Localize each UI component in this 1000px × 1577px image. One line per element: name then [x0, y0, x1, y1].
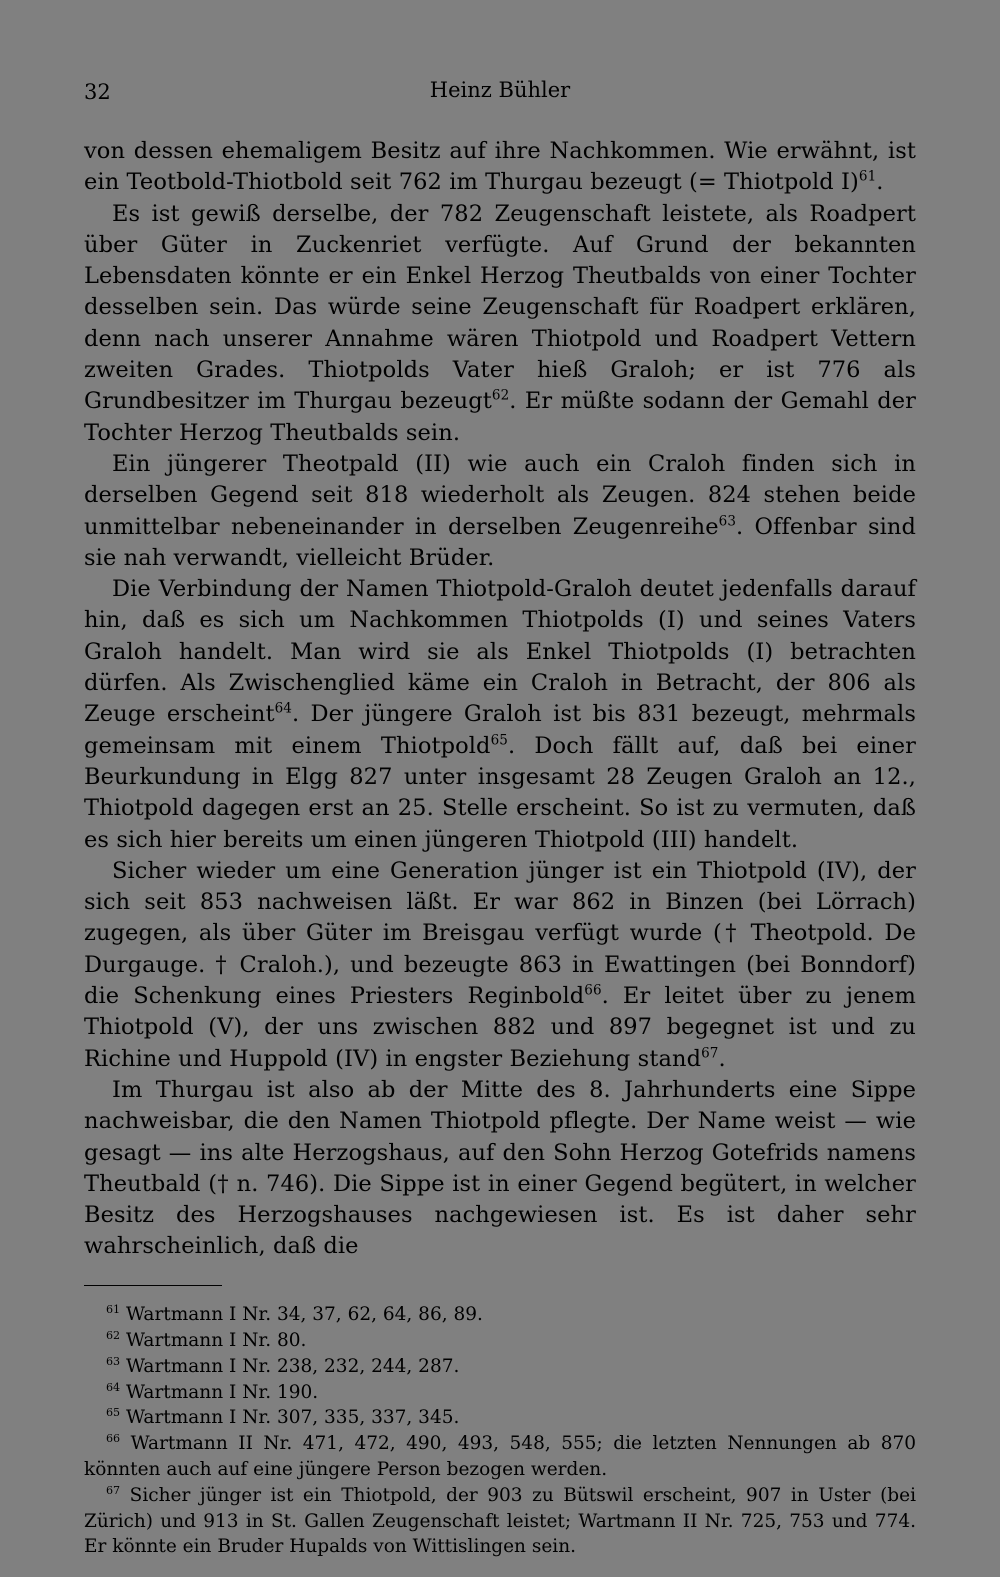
footnote-text: Wartmann I Nr. 80.	[126, 1329, 307, 1351]
footnote	[84, 1328, 916, 1354]
body-paragraph	[84, 136, 916, 199]
footnote-number: 65	[106, 1406, 121, 1420]
text-run: . Der jüngere Graloh ist bis 831 bezeugt, mehrmals gemeinsam mit einem Thiotpold	[84, 701, 916, 759]
footnote-text: Wartmann I Nr. 190.	[126, 1381, 319, 1403]
footnote	[84, 1405, 916, 1431]
body-paragraph	[84, 1075, 916, 1263]
body-paragraph	[84, 856, 916, 1075]
text-run: .	[718, 1045, 726, 1072]
text-run: . Doch fällt auf, daß bei einer Beurkundung in Elgg 827 unter insgesamt 28 Zeugen Graloh an 12., Thiotpold dagegen erst an 25. Stelle erscheint. So ist zu vermuten, daß es sich hier bereits um einen jüngeren Thiotpold (III) handelt.	[84, 732, 916, 853]
footnotes	[84, 1302, 916, 1560]
body-paragraph	[84, 449, 916, 574]
book-page	[84, 74, 916, 1560]
footnote-number: 66	[106, 1432, 121, 1446]
footnote-number: 67	[106, 1483, 121, 1497]
footnote	[84, 1431, 916, 1483]
body-text	[84, 136, 916, 1263]
footnote-separator	[84, 1285, 222, 1287]
footnote-number: 61	[106, 1303, 121, 1317]
footnote-text: Sicher jünger ist ein Thiotpold, der 903 zu Bütswil erscheint, 907 in Uster (bei Zürich) und 913 in St. Gallen Zeugenschaft leistet; Wartmann II Nr. 725, 753 und 774. Er könnte ein Bruder Hupalds von Wittislingen sein.	[84, 1484, 916, 1558]
footnote	[84, 1354, 916, 1380]
text-run: . Offenbar sind sie nah verwandt, vielleicht Brüder.	[84, 513, 917, 571]
text-run: von dessen ehemaligem Besitz auf ihre Nachkommen. Wie erwähnt, ist ein Teotbold-Thiotbold seit 762 im Thurgau bezeugt (= Thiotpold I)	[84, 138, 916, 196]
footnote-text: Wartmann II Nr. 471, 472, 490, 493, 548, 555; die letzten Nennungen ab 870 könnten auch auf eine jüngere Person bezogen werden.	[84, 1433, 917, 1480]
footnote-number: 64	[106, 1380, 121, 1394]
text-run: Die Verbindung der Namen Thiotpold-Graloh deutet jedenfalls darauf hin, daß es sich um Nachkommen Thiotpolds (I) und seines Vaters Graloh handelt. Man wird sie als Enkel Thiotpolds (I) betrachten dürfen. Als Zwischenglied käme ein Craloh in Betracht, der 806 als Zeuge erscheint	[84, 576, 916, 728]
footnote-reference: 61	[858, 168, 877, 185]
text-run: Es ist gewiß derselbe, der 782 Zeugenschaft leistete, als Roadpert über Güter in Zuckenriet verfügte. Auf Grund der bekannten Lebensdaten könnte er ein Enkel Herzog Theutbalds von einer Tochter desselben sein. Das würde seine Zeugenschaft für Roadpert erklären, denn nach unserer Annahme wären Thiotpold und Roadpert Vettern zweiten Grades. Thiotpolds Vater hieß Graloh; er ist 776 als Grundbesitzer im Thurgau bezeugt	[84, 200, 916, 415]
text-run: Ein jüngerer Theotpald (II) wie auch ein Craloh finden sich in derselben Gegend seit 818 wiederholt als Zeugen. 824 stehen beide unmittelbar nebeneinander in derselben Zeugenreihe	[84, 450, 916, 540]
footnote	[84, 1302, 916, 1328]
footnote-text: Wartmann I Nr. 34, 37, 62, 64, 86, 89.	[126, 1304, 483, 1326]
body-paragraph	[84, 199, 916, 449]
footnote-text: Wartmann I Nr. 238, 232, 244, 287.	[126, 1355, 460, 1377]
body-paragraph	[84, 574, 916, 856]
footnote-reference: 66	[584, 982, 602, 999]
footnote-text: Wartmann I Nr. 307, 335, 337, 345.	[126, 1407, 460, 1429]
text-run: . Er leitet über zu jenem Thiotpold (V), der uns zwischen 882 und 897 begegnet ist und zu Richine und Huppold (IV) in engster Beziehung stand	[84, 983, 916, 1072]
footnote-number: 63	[106, 1354, 121, 1368]
text-run: .	[876, 169, 884, 196]
text-run: Im Thurgau ist also ab der Mitte des 8. Jahrhunderts eine Sippe nachweisbar, die den Namen Thiotpold pflegte. Der Name weist — wie gesagt — ins alte Herzogshaus, auf den Sohn Herzog Gotefrids namens Theutbald († n. 746). Die Sippe ist in einer Gegend begütert, in welcher Besitz des Herzogshauses nachgewiesen ist. Es ist daher sehr wahrscheinlich, daß die	[84, 1076, 916, 1260]
footnote-reference: 67	[701, 1045, 719, 1062]
footnote-reference: 62	[491, 387, 510, 404]
page-header	[84, 74, 916, 108]
footnote	[84, 1380, 916, 1406]
footnote-reference: 64	[274, 700, 292, 717]
footnote	[84, 1483, 916, 1560]
footnote-reference: 65	[490, 732, 508, 749]
footnote-reference: 63	[718, 513, 737, 530]
text-run: Sicher wieder um eine Generation jünger ist ein Thiotpold (IV), der sich seit 853 nachweisen läßt. Er war 862 in Binzen (bei Lörrach) zugegen, als über Güter im Breisgau verfügt wurde († Theotpold. De Durgauge. † Craloh.), und bezeugte 863 in Ewattingen (bei Bonndorf) die Schenkung eines Priesters Reginbold	[84, 857, 916, 1010]
text-run: . Er müßte sodann der Gemahl der Tochter Herzog Theutbalds sein.	[84, 388, 916, 446]
footnote-number: 62	[106, 1328, 121, 1342]
running-head-author: Heinz Bühler	[429, 78, 571, 102]
page-number: 32	[84, 80, 111, 104]
